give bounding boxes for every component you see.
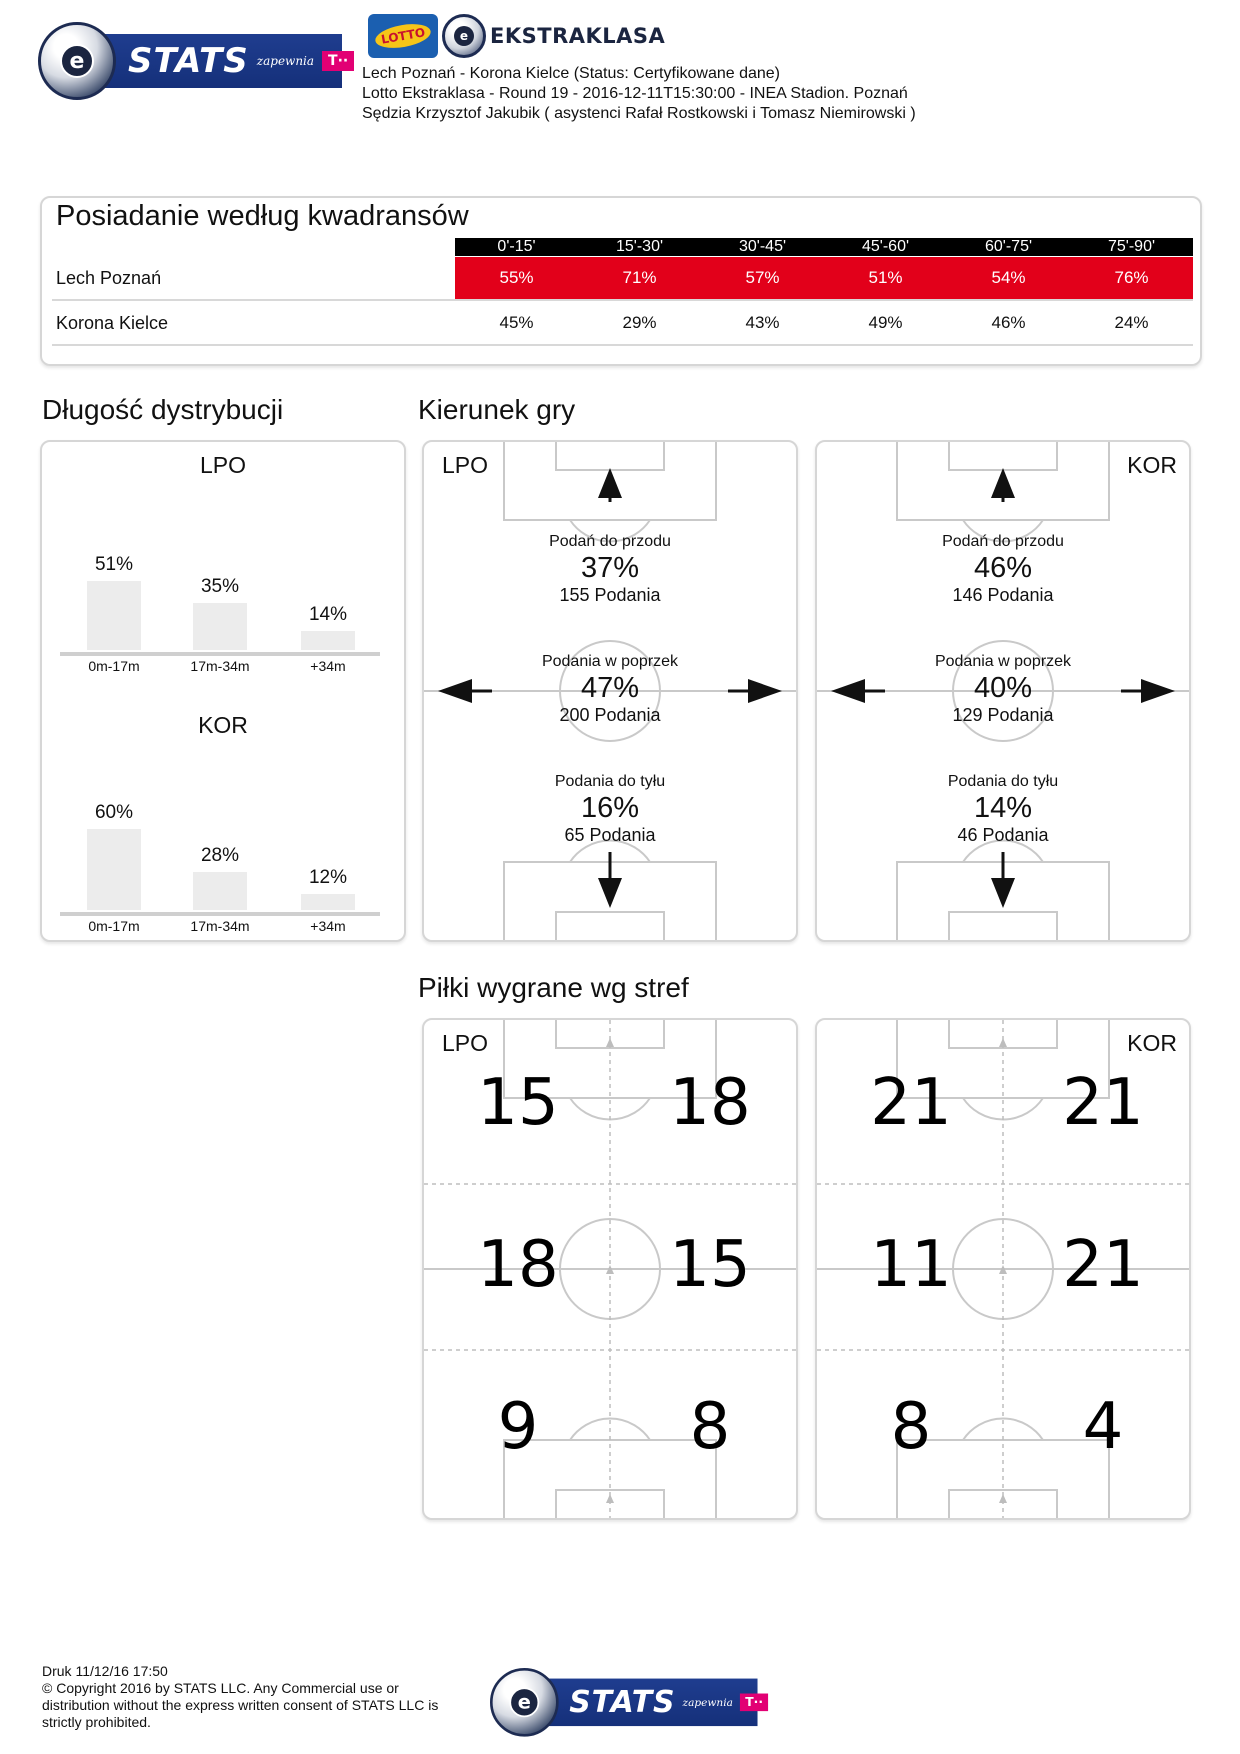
zone-count: 18 bbox=[669, 1066, 751, 1140]
possession-value: 24% bbox=[1114, 313, 1149, 332]
distribution-category-label: +34m bbox=[310, 658, 346, 674]
direction-back-block bbox=[460, 772, 760, 846]
possession-title: Posiadanie według kwadransów bbox=[56, 200, 469, 232]
zone-count: 15 bbox=[669, 1228, 751, 1302]
period-label: 30'-45' bbox=[738, 238, 787, 255]
copyright-notice: © Copyright 2016 by STATS LLC. Any Commercial use or distribution without the express written consent of STATS LLC is strictly prohibited. bbox=[42, 1680, 439, 1730]
distribution-axis bbox=[60, 912, 380, 916]
possession-panel bbox=[40, 196, 1202, 366]
ekstraklasa-ball-icon: e bbox=[490, 1668, 559, 1737]
direction-count: 155 Podania bbox=[559, 585, 661, 605]
ekstraklasa-logo bbox=[368, 14, 665, 58]
direction-title: Kierunek gry bbox=[418, 394, 576, 425]
row-divider bbox=[52, 344, 1193, 346]
ekstraklasa-wordmark: EKSTRAKLASA bbox=[490, 24, 666, 48]
direction-percent: 16% bbox=[580, 792, 640, 824]
direction-percent: 14% bbox=[973, 792, 1033, 824]
period-label: 0'-15' bbox=[497, 238, 536, 255]
distribution-bar bbox=[87, 581, 141, 650]
zone-count: 8 bbox=[890, 1390, 932, 1464]
possession-value: 76% bbox=[1114, 268, 1149, 287]
goal-area-bottom bbox=[556, 912, 664, 940]
match-title: Lech Poznań - Korona Kielce (Status: Certyfikowane dane) bbox=[362, 65, 781, 82]
zone-count: 21 bbox=[1062, 1066, 1144, 1140]
print-date: Druk 11/12/16 17:50 bbox=[42, 1663, 168, 1679]
distribution-category-label: 0m-17m bbox=[88, 658, 140, 674]
direction-marker-icon bbox=[606, 1494, 614, 1503]
zone-count: 8 bbox=[689, 1390, 731, 1464]
distribution-category-label: 17m-34m bbox=[190, 658, 250, 674]
zone-count: 15 bbox=[477, 1066, 559, 1140]
team-tag: LPO bbox=[442, 1030, 489, 1056]
arrow-down-icon bbox=[598, 878, 622, 908]
footer-text bbox=[42, 1663, 462, 1731]
direction-label: Podań do przodu bbox=[942, 533, 1064, 550]
team-name: Lech Poznań bbox=[56, 267, 162, 288]
distribution-panel bbox=[40, 440, 406, 942]
possession-row-korona bbox=[52, 302, 1193, 344]
direction-count: 200 Podania bbox=[559, 705, 661, 725]
direction-count: 146 Podania bbox=[952, 585, 1054, 605]
zones-title: Piłki wygrane wg stref bbox=[418, 972, 689, 1003]
direction-forward-block bbox=[460, 532, 760, 606]
team-tag: LPO bbox=[442, 452, 489, 478]
zones-panel-kor bbox=[815, 1018, 1191, 1520]
distribution-bar bbox=[301, 894, 355, 910]
direction-label: Podania do tyłu bbox=[554, 773, 666, 790]
direction-marker-icon bbox=[606, 1038, 614, 1047]
stats-sponsor-text: zapewnia bbox=[682, 1696, 733, 1709]
direction-label: Podań do przodu bbox=[549, 533, 671, 550]
distribution-percent-label: 28% bbox=[200, 845, 240, 867]
zone-count: 21 bbox=[1062, 1228, 1144, 1302]
stats-logo-footer bbox=[490, 1668, 764, 1737]
match-round: Lotto Ekstraklasa - Round 19 - 2016-12-11T15:30:00 - INEA Stadion. Poznań bbox=[362, 85, 908, 102]
direction-count: 129 Podania bbox=[952, 705, 1054, 725]
goal-area-top bbox=[949, 442, 1057, 470]
distribution-percent-label: 60% bbox=[94, 802, 134, 823]
direction-percent: 46% bbox=[973, 552, 1033, 584]
direction-count: 46 Podania bbox=[957, 825, 1049, 845]
zone-count: 4 bbox=[1082, 1390, 1124, 1464]
distribution-title: Długość dystrybucji bbox=[42, 394, 284, 425]
possession-row-lech bbox=[52, 257, 1193, 299]
telekom-logo: T·· bbox=[322, 51, 354, 71]
distribution-category-label: 0m-17m bbox=[88, 918, 140, 934]
goal-area-bottom bbox=[949, 912, 1057, 940]
stats-logo bbox=[38, 22, 349, 100]
possession-value: 49% bbox=[868, 313, 903, 332]
possession-value: 29% bbox=[622, 313, 657, 332]
possession-value: 46% bbox=[991, 313, 1026, 332]
zone-count: 11 bbox=[870, 1228, 952, 1302]
stats-wordmark: STATS bbox=[569, 1684, 676, 1720]
direction-count: 65 Podania bbox=[564, 825, 656, 845]
arrow-up-icon bbox=[598, 468, 622, 498]
distribution-team-label: LPO bbox=[199, 452, 247, 478]
distribution-percent-label: 14% bbox=[308, 604, 348, 626]
team-tag: KOR bbox=[1127, 1030, 1177, 1056]
period-label: 75'-90' bbox=[1107, 238, 1156, 255]
distribution-team-label: KOR bbox=[198, 712, 248, 738]
arrow-up-icon bbox=[991, 468, 1015, 498]
ekstraklasa-ball-icon: e bbox=[38, 22, 116, 100]
direction-percent: 40% bbox=[973, 672, 1033, 704]
goal-area-top bbox=[556, 442, 664, 470]
possession-value: 45% bbox=[499, 313, 534, 332]
zones-panel-lpo bbox=[422, 1018, 798, 1520]
distribution-category-label: 17m-34m bbox=[190, 918, 250, 934]
direction-label: Podania do tyłu bbox=[947, 773, 1059, 790]
ekstraklasa-ball-icon: e bbox=[442, 14, 486, 58]
period-label: 60'-75' bbox=[984, 238, 1033, 255]
direction-back-block bbox=[853, 772, 1153, 846]
period-label: 15'-30' bbox=[615, 238, 664, 255]
zone-count: 9 bbox=[497, 1390, 539, 1464]
distribution-bar bbox=[301, 631, 355, 650]
lotto-logo: LOTTO bbox=[368, 14, 438, 58]
direction-across-block bbox=[460, 652, 760, 726]
direction-forward-block bbox=[853, 532, 1153, 606]
direction-panel-lpo bbox=[422, 440, 798, 942]
possession-period-header bbox=[455, 238, 1193, 256]
direction-panel-kor bbox=[815, 440, 1191, 942]
stats-wordmark: STATS bbox=[128, 41, 249, 81]
direction-across-block bbox=[853, 652, 1153, 726]
team-tag: KOR bbox=[1127, 452, 1177, 478]
possession-value: 55% bbox=[499, 268, 534, 287]
possession-value: 71% bbox=[622, 268, 657, 287]
stats-sponsor-text: zapewnia bbox=[256, 54, 315, 68]
direction-marker-icon bbox=[999, 1038, 1007, 1047]
direction-marker-icon bbox=[999, 1494, 1007, 1503]
distribution-percent-label: 51% bbox=[94, 554, 134, 576]
distribution-percent-label: 35% bbox=[200, 575, 240, 597]
distribution-axis bbox=[60, 652, 380, 656]
row-divider bbox=[52, 299, 1193, 301]
distribution-bar bbox=[193, 603, 247, 650]
distribution-bar bbox=[193, 872, 247, 910]
direction-percent: 47% bbox=[580, 672, 640, 704]
match-referee: Sędzia Krzysztof Jakubik ( asystenci Rafał Rostkowski i Tomasz Niemirowski ) bbox=[362, 105, 916, 122]
direction-label: Podania w poprzek bbox=[934, 653, 1072, 670]
telekom-logo: T·· bbox=[740, 1694, 768, 1712]
zone-count: 21 bbox=[870, 1066, 952, 1140]
possession-value: 51% bbox=[868, 268, 903, 287]
distribution-bar bbox=[87, 829, 141, 910]
team-name: Korona Kielce bbox=[56, 312, 169, 333]
direction-percent: 37% bbox=[580, 552, 640, 584]
possession-value: 57% bbox=[745, 268, 780, 287]
direction-label: Podania w poprzek bbox=[541, 653, 679, 670]
match-info bbox=[362, 64, 916, 124]
arrow-down-icon bbox=[991, 878, 1015, 908]
zone-count: 18 bbox=[477, 1228, 559, 1302]
possession-value: 43% bbox=[745, 313, 780, 332]
period-label: 45'-60' bbox=[861, 238, 910, 255]
distribution-percent-label: 12% bbox=[308, 866, 348, 888]
possession-value: 54% bbox=[991, 268, 1026, 287]
distribution-category-label: +34m bbox=[310, 918, 346, 934]
